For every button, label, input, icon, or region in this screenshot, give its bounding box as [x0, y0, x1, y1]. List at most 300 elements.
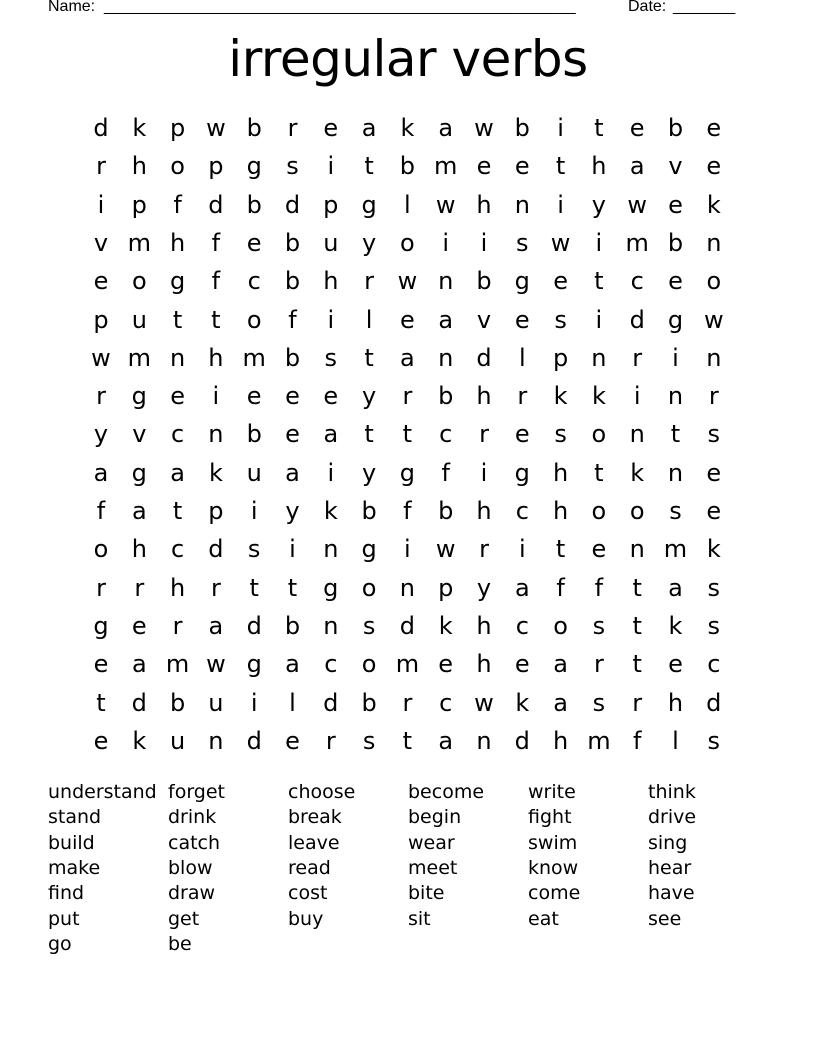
- grid-letter: i: [404, 535, 411, 564]
- grid-letter: b: [246, 114, 262, 142]
- word-list-item: go: [48, 932, 72, 955]
- grid-letter: f: [403, 497, 412, 525]
- grid-letter: e: [93, 726, 109, 755]
- grid-letter: f: [288, 305, 297, 334]
- grid-letter: f: [211, 267, 221, 296]
- grid-letter: r: [96, 152, 106, 181]
- grid-letter: p: [169, 114, 186, 142]
- name-field-line: _____________________________________________________: [104, 0, 576, 15]
- grid-letter: b: [399, 152, 415, 181]
- grid-letter: a: [131, 650, 147, 679]
- date-field-line: _______: [673, 0, 736, 15]
- grid-letter: o: [591, 420, 607, 449]
- grid-letter: d: [208, 190, 224, 219]
- grid-letter: e: [514, 305, 530, 334]
- grid-letter: a: [438, 726, 454, 755]
- grid-letter: a: [400, 343, 415, 372]
- grid-letter: a: [170, 458, 185, 487]
- grid-letter: t: [211, 305, 221, 334]
- grid-letter: o: [246, 305, 262, 334]
- grid-letter: f: [556, 573, 565, 602]
- grid-letter: i: [518, 535, 526, 564]
- grid-letter: o: [706, 267, 722, 296]
- grid-letter: b: [284, 267, 301, 296]
- grid-letter: o: [553, 611, 568, 640]
- grid-letter: h: [552, 497, 569, 525]
- grid-letter: f: [441, 458, 450, 487]
- grid-letter: d: [514, 726, 530, 755]
- grid-letter: e: [706, 458, 722, 487]
- grid-letter: h: [131, 152, 147, 181]
- grid-letter: n: [208, 420, 224, 449]
- word-list-item: fight: [528, 806, 572, 829]
- grid-letter: t: [594, 458, 604, 487]
- word-list-item: become: [408, 781, 485, 803]
- grid-letter: w: [550, 228, 571, 257]
- grid-letter: p: [438, 573, 454, 602]
- grid-letter: t: [555, 152, 566, 181]
- word-list-item: meet: [408, 856, 458, 879]
- grid-letter: g: [361, 190, 377, 219]
- grid-letter: h: [323, 267, 339, 296]
- grid-letter: i: [327, 305, 335, 334]
- grid-letter: h: [591, 152, 607, 181]
- word-list-item: drink: [168, 806, 217, 829]
- grid-letter: n: [438, 267, 454, 296]
- word-list-item: make: [48, 856, 101, 879]
- grid-letter: e: [629, 114, 645, 142]
- grid-letter: i: [327, 458, 335, 487]
- grid-letter: h: [552, 726, 569, 755]
- grid-letter: d: [323, 688, 339, 717]
- word-list-item: have: [648, 882, 695, 905]
- grid-letter: a: [629, 152, 645, 181]
- word-list-item: blow: [168, 856, 213, 879]
- grid-letter: t: [594, 114, 604, 142]
- grid-letter: m: [127, 343, 151, 372]
- grid-letter: w: [91, 343, 111, 372]
- grid-letter: c: [170, 535, 185, 564]
- grid-letter: s: [707, 726, 721, 755]
- word-list-item: leave: [288, 831, 340, 854]
- grid-letter: d: [399, 611, 415, 640]
- grid-letter: o: [591, 497, 607, 525]
- grid-letter: w: [435, 190, 456, 219]
- grid-letter: l: [672, 726, 679, 755]
- grid-letter: e: [553, 267, 568, 296]
- grid-letter: r: [632, 343, 643, 372]
- word-list-item: stand: [48, 806, 102, 829]
- grid-letter: w: [435, 535, 456, 564]
- grid-letter: n: [476, 726, 492, 755]
- grid-letter: o: [170, 152, 185, 181]
- grid-letter: y: [361, 382, 377, 411]
- grid-letter: n: [706, 228, 722, 257]
- grid-letter: d: [131, 688, 147, 717]
- grid-letter: e: [706, 497, 722, 525]
- grid-letter: r: [172, 611, 183, 640]
- grid-letter: n: [438, 343, 454, 372]
- grid-letter: w: [397, 267, 418, 296]
- grid-letter: i: [595, 305, 603, 334]
- grid-letter: b: [476, 267, 492, 296]
- grid-letter: t: [594, 267, 604, 296]
- grid-letter: s: [707, 420, 721, 449]
- grid-letter: r: [364, 267, 375, 296]
- grid-letter: e: [514, 420, 530, 449]
- grid-letter: t: [670, 420, 681, 449]
- grid-letter: m: [395, 650, 420, 679]
- grid-letter: s: [707, 611, 721, 640]
- grid-letter: s: [669, 497, 682, 525]
- grid-letter: g: [93, 611, 109, 640]
- grid-letter: f: [211, 228, 221, 257]
- grid-letter: i: [327, 152, 335, 181]
- word-list-item: think: [648, 781, 696, 803]
- grid-letter: h: [552, 458, 569, 487]
- grid-letter: b: [514, 114, 530, 142]
- grid-letter: r: [325, 726, 336, 755]
- grid-letter: g: [246, 152, 262, 181]
- grid-letter: b: [667, 228, 684, 257]
- grid-letter: a: [438, 114, 454, 142]
- grid-letter: n: [514, 190, 530, 219]
- grid-letter: v: [668, 152, 683, 181]
- grid-letter: m: [242, 343, 266, 372]
- grid-letter: r: [210, 573, 221, 602]
- grid-letter: t: [632, 573, 642, 602]
- grid-letter: t: [555, 535, 566, 564]
- grid-letter: s: [362, 726, 376, 755]
- grid-letter: v: [93, 228, 109, 257]
- word-list-item: forget: [168, 781, 225, 803]
- grid-letter: p: [323, 190, 339, 219]
- grid-letter: y: [93, 420, 109, 449]
- grid-letter: t: [364, 420, 374, 449]
- grid-letter: s: [247, 535, 261, 564]
- grid-letter: y: [285, 497, 300, 525]
- word-list-item: find: [48, 882, 85, 905]
- grid-letter: i: [672, 343, 679, 372]
- grid-letter: g: [361, 535, 377, 564]
- word-list-item: wear: [408, 831, 455, 854]
- grid-letter: k: [591, 382, 606, 411]
- grid-letter: k: [630, 458, 645, 487]
- grid-letter: d: [246, 726, 262, 755]
- word-list-item: build: [48, 831, 95, 854]
- grid-letter: h: [131, 535, 147, 564]
- grid-letter: e: [93, 267, 109, 296]
- grid-letter: t: [96, 688, 106, 717]
- grid-letter: c: [439, 688, 453, 717]
- grid-letter: e: [323, 114, 339, 142]
- grid-letter: a: [93, 458, 109, 487]
- grid-letter: f: [173, 190, 182, 219]
- grid-letter: r: [287, 114, 298, 142]
- grid-letter: w: [474, 688, 494, 717]
- grid-letter: d: [246, 611, 262, 640]
- grid-letter: e: [514, 152, 530, 181]
- grid-letter: s: [286, 152, 299, 181]
- grid-letter: e: [668, 267, 683, 296]
- grid-letter: i: [442, 228, 450, 257]
- grid-letter: b: [438, 497, 454, 525]
- grid-letter: b: [169, 688, 186, 717]
- grid-letter: v: [476, 305, 492, 334]
- name-label: Name:: [48, 0, 96, 15]
- grid-letter: i: [633, 382, 641, 411]
- grid-letter: a: [285, 650, 300, 679]
- grid-letter: s: [592, 688, 606, 717]
- grid-letter: e: [246, 382, 262, 411]
- grid-letter: m: [127, 228, 151, 257]
- grid-letter: a: [323, 420, 339, 449]
- grid-letter: b: [246, 190, 262, 219]
- grid-letter: g: [131, 458, 147, 487]
- grid-letter: y: [476, 573, 492, 602]
- grid-letter: r: [632, 688, 643, 717]
- grid-letter: s: [554, 305, 567, 334]
- grid-letter: i: [557, 114, 564, 142]
- grid-letter: i: [250, 497, 258, 525]
- grid-letter: s: [516, 228, 529, 257]
- grid-letter: l: [289, 688, 296, 717]
- grid-letter: p: [208, 152, 224, 181]
- grid-letter: c: [324, 650, 338, 679]
- grid-letter: n: [629, 535, 645, 564]
- grid-letter: b: [438, 382, 454, 411]
- grid-letter: m: [433, 152, 458, 181]
- grid-letter: u: [169, 726, 186, 755]
- grid-letter: r: [517, 382, 528, 411]
- grid-letter: a: [208, 611, 224, 640]
- grid-letter: t: [402, 726, 413, 755]
- grid-letter: e: [438, 650, 454, 679]
- grid-letter: a: [438, 305, 454, 334]
- grid-letter: e: [246, 228, 262, 257]
- grid-letter: t: [287, 573, 298, 602]
- grid-letter: r: [96, 382, 106, 411]
- page-title: irregular verbs: [228, 30, 588, 88]
- grid-letter: t: [632, 650, 642, 679]
- grid-letter: b: [284, 343, 301, 372]
- grid-letter: b: [246, 420, 262, 449]
- grid-letter: p: [131, 190, 147, 219]
- word-list-item: bite: [408, 882, 445, 905]
- word-list-item: begin: [408, 806, 462, 829]
- grid-letter: k: [438, 611, 453, 640]
- grid-letter: e: [285, 420, 300, 449]
- grid-letter: e: [668, 650, 683, 679]
- word-list-item: swim: [528, 831, 578, 854]
- grid-letter: n: [667, 382, 684, 411]
- word-list-item: sing: [648, 831, 688, 854]
- grid-letter: c: [630, 267, 644, 296]
- grid-letter: e: [285, 726, 300, 755]
- grid-letter: w: [206, 650, 226, 679]
- grid-letter: o: [629, 497, 645, 525]
- grid-letter: i: [557, 190, 564, 219]
- grid-letter: o: [361, 650, 377, 679]
- grid-letter: e: [591, 535, 607, 564]
- grid-letter: i: [595, 228, 603, 257]
- grid-letter: d: [284, 190, 301, 219]
- grid-letter: a: [285, 458, 300, 487]
- grid-letter: i: [97, 190, 105, 219]
- grid-letter: d: [706, 688, 722, 717]
- grid-letter: i: [212, 382, 220, 411]
- grid-letter: g: [169, 267, 186, 296]
- word-list-item: drive: [648, 806, 697, 829]
- grid-letter: r: [593, 650, 604, 679]
- grid-letter: g: [514, 267, 530, 296]
- grid-letter: s: [554, 420, 567, 449]
- word-list-item: eat: [528, 907, 559, 930]
- grid-letter: o: [131, 267, 147, 296]
- grid-letter: g: [323, 573, 339, 602]
- word-list-item: put: [48, 907, 80, 930]
- grid-letter: t: [364, 152, 374, 181]
- grid-letter: k: [208, 458, 223, 487]
- word-list-item: choose: [288, 781, 356, 803]
- grid-letter: t: [249, 573, 259, 602]
- word-list-item: understand: [48, 781, 157, 803]
- grid-letter: a: [553, 650, 568, 679]
- grid-letter: d: [476, 343, 492, 372]
- word-list-item: be: [168, 932, 192, 955]
- grid-letter: b: [284, 611, 301, 640]
- grid-letter: n: [323, 535, 339, 564]
- grid-letter: n: [667, 458, 684, 487]
- grid-letter: t: [172, 497, 183, 525]
- grid-letter: c: [439, 420, 453, 449]
- grid-letter: g: [246, 650, 262, 679]
- grid-letter: r: [134, 573, 145, 602]
- grid-letter: y: [361, 458, 377, 487]
- grid-letter: b: [667, 114, 684, 142]
- grid-letter: a: [131, 497, 147, 525]
- grid-letter: h: [476, 190, 492, 219]
- grid-letter: e: [400, 305, 415, 334]
- grid-letter: r: [479, 535, 489, 564]
- grid-letter: p: [552, 343, 569, 372]
- grid-letter: c: [247, 267, 261, 296]
- grid-letter: e: [514, 650, 530, 679]
- grid-letter: u: [323, 228, 339, 257]
- grid-letter: g: [514, 458, 530, 487]
- grid-letter: n: [399, 573, 415, 602]
- grid-letter: r: [479, 420, 489, 449]
- grid-letter: k: [668, 611, 683, 640]
- grid-letter: t: [364, 343, 374, 372]
- grid-letter: m: [663, 535, 688, 564]
- word-list-item: see: [648, 907, 682, 930]
- grid-letter: t: [172, 305, 183, 334]
- word-list-item: buy: [288, 907, 324, 930]
- grid-letter: u: [208, 688, 224, 717]
- grid-letter: t: [632, 611, 642, 640]
- grid-letter: h: [208, 343, 224, 372]
- grid-letter: k: [132, 114, 147, 142]
- grid-letter: h: [169, 573, 186, 602]
- grid-letter: k: [400, 114, 415, 142]
- word-list-item: come: [528, 882, 581, 905]
- grid-letter: k: [706, 535, 721, 564]
- grid-letter: c: [170, 420, 185, 449]
- grid-letter: d: [208, 535, 224, 564]
- word-list-item: read: [288, 856, 331, 879]
- grid-letter: f: [594, 573, 604, 602]
- word-list-item: know: [528, 856, 579, 879]
- grid-letter: e: [706, 114, 722, 142]
- grid-letter: e: [323, 382, 339, 411]
- word-list-item: sit: [408, 907, 431, 930]
- grid-letter: k: [132, 726, 147, 755]
- grid-letter: h: [667, 688, 684, 717]
- grid-letter: v: [132, 420, 147, 449]
- grid-letter: h: [476, 611, 492, 640]
- grid-letter: m: [587, 726, 611, 755]
- grid-letter: m: [165, 650, 190, 679]
- grid-letter: b: [284, 228, 301, 257]
- grid-letter: w: [627, 190, 647, 219]
- grid-letter: r: [708, 382, 719, 411]
- grid-letter: b: [361, 688, 377, 717]
- word-list-item: write: [528, 781, 576, 803]
- grid-letter: h: [476, 497, 492, 525]
- grid-letter: i: [289, 535, 296, 564]
- grid-letter: e: [170, 382, 185, 411]
- grid-letter: o: [361, 573, 377, 602]
- word-list-item: draw: [168, 882, 216, 905]
- grid-letter: h: [169, 228, 186, 257]
- grid-letter: e: [285, 382, 300, 411]
- grid-letter: e: [131, 611, 147, 640]
- grid-letter: h: [476, 650, 492, 679]
- grid-letter: g: [399, 458, 415, 487]
- grid-letter: e: [476, 152, 492, 181]
- date-label: Date:: [628, 0, 667, 15]
- grid-letter: r: [402, 688, 413, 717]
- grid-letter: w: [703, 305, 724, 334]
- grid-letter: w: [206, 114, 226, 142]
- grid-letter: l: [404, 190, 411, 219]
- grid-letter: n: [591, 343, 607, 372]
- word-list-item: hear: [648, 856, 692, 879]
- grid-letter: n: [323, 611, 339, 640]
- grid-letter: b: [361, 497, 377, 525]
- grid-letter: m: [625, 228, 649, 257]
- grid-letter: p: [93, 305, 109, 334]
- grid-letter: g: [131, 382, 147, 411]
- grid-letter: s: [362, 611, 376, 640]
- grid-letter: n: [629, 420, 645, 449]
- grid-letter: n: [208, 726, 224, 755]
- grid-letter: d: [629, 305, 645, 334]
- grid-letter: s: [707, 573, 721, 602]
- grid-letter: t: [402, 420, 413, 449]
- grid-letter: h: [476, 382, 492, 411]
- grid-letter: l: [365, 305, 373, 334]
- grid-letter: c: [515, 497, 529, 525]
- word-list-item: break: [288, 806, 342, 829]
- grid-letter: c: [515, 611, 529, 640]
- grid-letter: i: [250, 688, 258, 717]
- grid-letter: y: [591, 190, 606, 219]
- grid-letter: n: [706, 343, 722, 372]
- grid-letter: a: [514, 573, 530, 602]
- grid-letter: a: [668, 573, 683, 602]
